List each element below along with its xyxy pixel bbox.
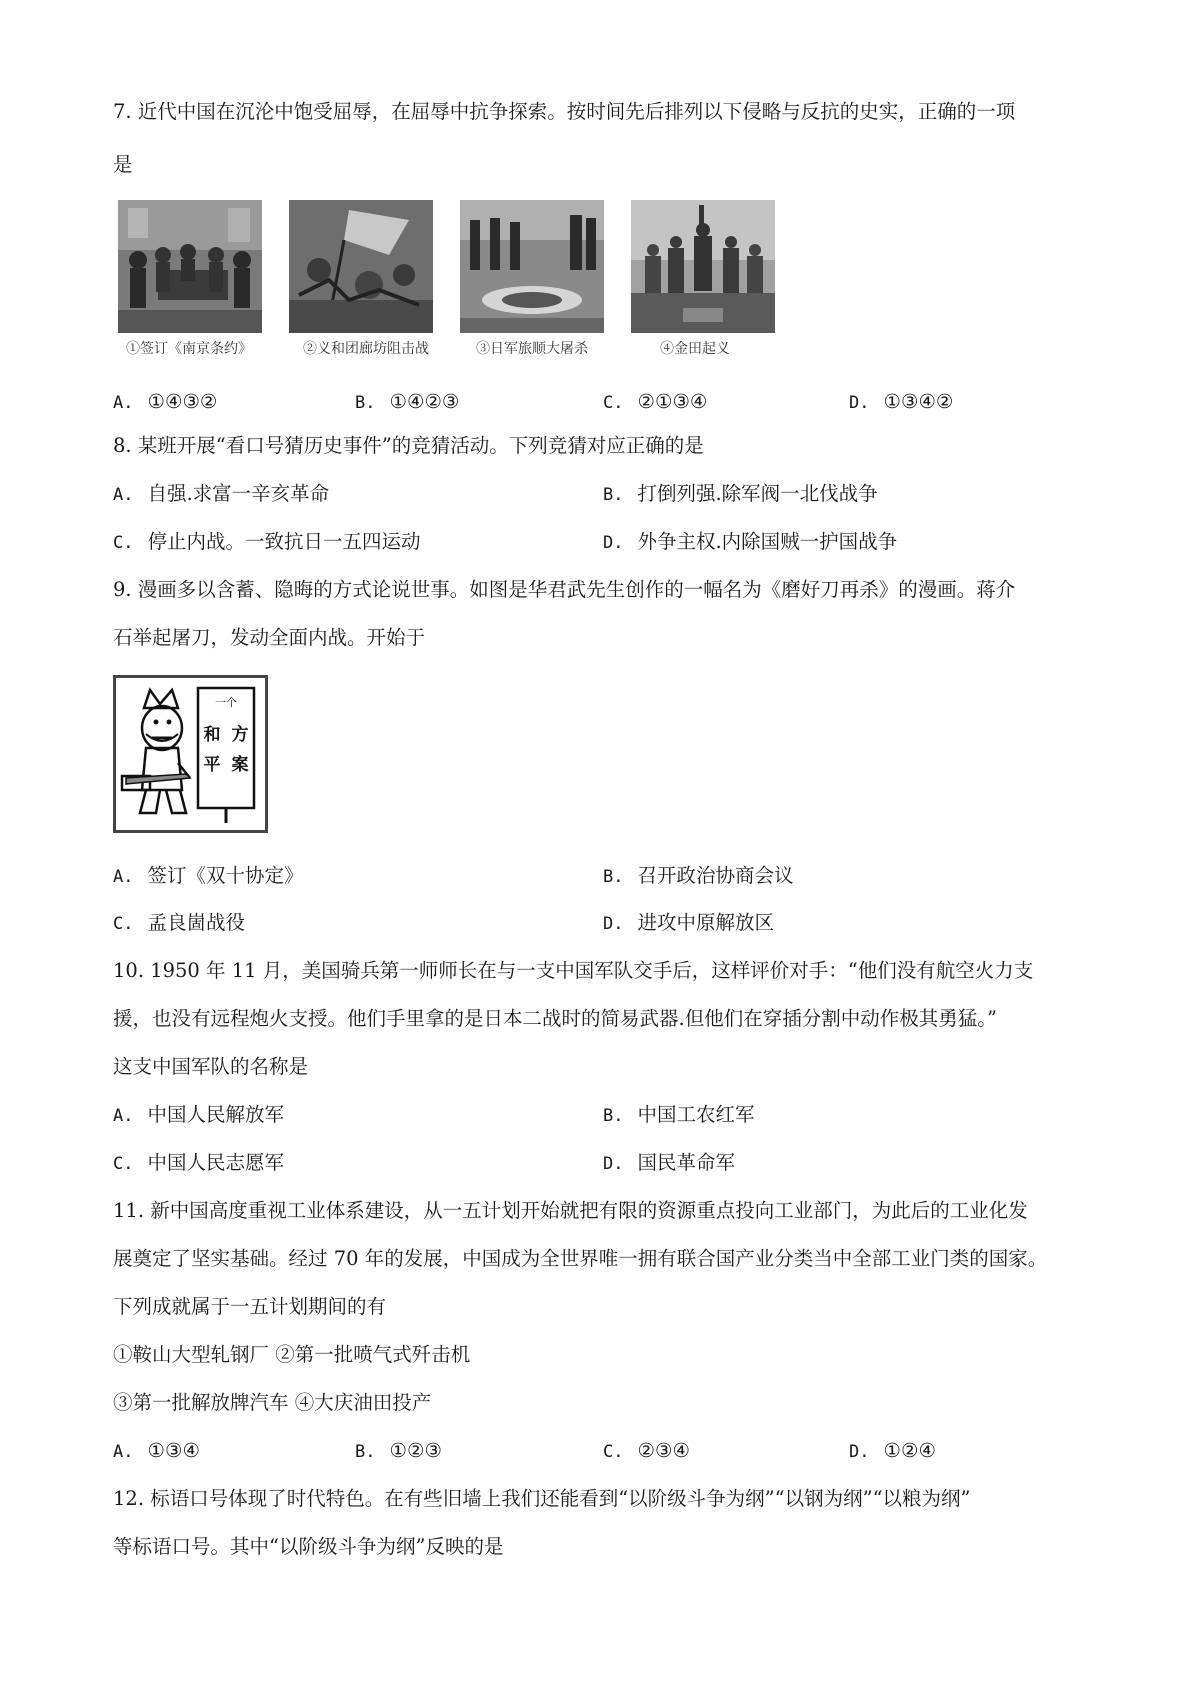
q11-stem-line1: 11. 新中国高度重视工业体系建设，从一五计划开始就把有限的资源重点投向工业部门，为此后的工业化发 — [113, 1199, 1028, 1222]
photo-massacre-icon — [460, 200, 604, 333]
q11-stem-line2: 展奠定了坚实基础。经过 70 年的发展，中国成为全世界唯一拥有联合国产业分类当中全部工业门类的国家。 — [113, 1247, 1048, 1270]
q7-stem-line1: 7. 近代中国在沉沦中饱受屈辱，在屈辱中抗争探索。按时间先后排列以下侵略与反抗的史实，正确的一项 — [113, 100, 1016, 123]
q7-caption-1: ①签订《南京条约》 — [126, 341, 252, 357]
q7-option-c[interactable]: C. ②①③④ — [603, 390, 708, 413]
q10-option-c[interactable]: C. 中国人民志愿军 — [113, 1151, 284, 1174]
q10-option-d[interactable]: D. 国民革命军 — [603, 1151, 735, 1174]
q11-option-c[interactable]: C. ②③④ — [603, 1439, 690, 1462]
sign-char-1: 和 — [203, 725, 221, 745]
q7-caption-3: ③日军旅顺大屠杀 — [476, 341, 588, 357]
sign-char-2: 方 — [231, 725, 249, 745]
q9-stem-line1: 9. 漫画多以含蓄、隐晦的方式论说世事。如图是华君武先生创作的一幅名为《磨好刀再杀》的漫画。蒋介 — [113, 578, 1016, 601]
sign-char-3: 平 — [203, 755, 221, 775]
sign-char-4: 案 — [231, 755, 249, 775]
q12-stem-line2: 等标语口号。其中“以阶级斗争为纲”反映的是 — [113, 1535, 504, 1558]
q11-stem-line3: 下列成就属于一五计划期间的有 — [113, 1295, 387, 1318]
q11-option-d[interactable]: D. ①②④ — [849, 1439, 936, 1462]
q8-option-c[interactable]: C. 停止内战。一致抗日一五四运动 — [113, 530, 421, 553]
q8-option-b[interactable]: B. 打倒列强.除军阀一北伐战争 — [603, 482, 878, 505]
cartoon-sharpen-knife-icon — [113, 675, 268, 833]
q11-item-line2: ③第一批解放牌汽车 ④大庆油田投产 — [113, 1391, 432, 1414]
q11-option-b[interactable]: B. ①②③ — [355, 1439, 442, 1462]
q11-item-line1: ①鞍山大型轧钢厂 ②第一批喷气式歼击机 — [113, 1343, 471, 1366]
photo-statue-group-icon — [631, 200, 775, 333]
q7-caption-4: ④金田起义 — [660, 341, 730, 357]
q10-option-b[interactable]: B. 中国工农红军 — [603, 1103, 755, 1126]
sign-top-text: 一个 — [215, 696, 237, 709]
q12-stem-line1: 12. 标语口号体现了时代特色。在有些旧墙上我们还能看到“以阶级斗争为纲”“以钢为纲”“以粮为纲” — [113, 1487, 971, 1510]
q7-option-a[interactable]: A. ①④③② — [113, 390, 218, 413]
q9-stem-line2: 石举起屠刀，发动全面内战。开始于 — [113, 626, 426, 649]
q8-option-d[interactable]: D. 外争主权.内除国贼一护国战争 — [603, 530, 898, 553]
photo-battle-icon — [289, 200, 433, 333]
q10-stem-line1: 10. 1950 年 11 月，美国骑兵第一师师长在与一支中国军队交手后，这样评价对手：“他们没有航空火力支 — [113, 959, 1034, 982]
photo-treaty-signing-icon — [118, 200, 262, 333]
q9-option-d[interactable]: D. 进攻中原解放区 — [603, 911, 774, 934]
q10-option-a[interactable]: A. 中国人民解放军 — [113, 1103, 284, 1126]
q7-option-b[interactable]: B. ①④②③ — [355, 390, 460, 413]
q8-option-a[interactable]: A. 自强.求富一辛亥革命 — [113, 482, 330, 505]
q10-stem-line2: 援，也没有远程炮火支授。他们手里拿的是日本二战时的简易武器.但他们在穿插分割中动作极其勇猛。” — [113, 1007, 997, 1030]
q8-stem-line1: 8. 某班开展“看口号猜历史事件”的竞猜活动。下列竞猜对应正确的是 — [113, 434, 704, 457]
q9-option-b[interactable]: B. 召开政治协商会议 — [603, 864, 794, 887]
q7-stem-line2: 是 — [113, 153, 133, 176]
q10-stem-line3: 这支中国军队的名称是 — [113, 1055, 309, 1078]
q9-option-c[interactable]: C. 孟良崮战役 — [113, 911, 245, 934]
q9-option-a[interactable]: A. 签订《双十协定》 — [113, 864, 304, 887]
q7-option-d[interactable]: D. ①③④② — [849, 390, 954, 413]
q7-caption-2: ②义和团廊坊阻击战 — [303, 341, 429, 357]
q11-option-a[interactable]: A. ①③④ — [113, 1439, 200, 1462]
